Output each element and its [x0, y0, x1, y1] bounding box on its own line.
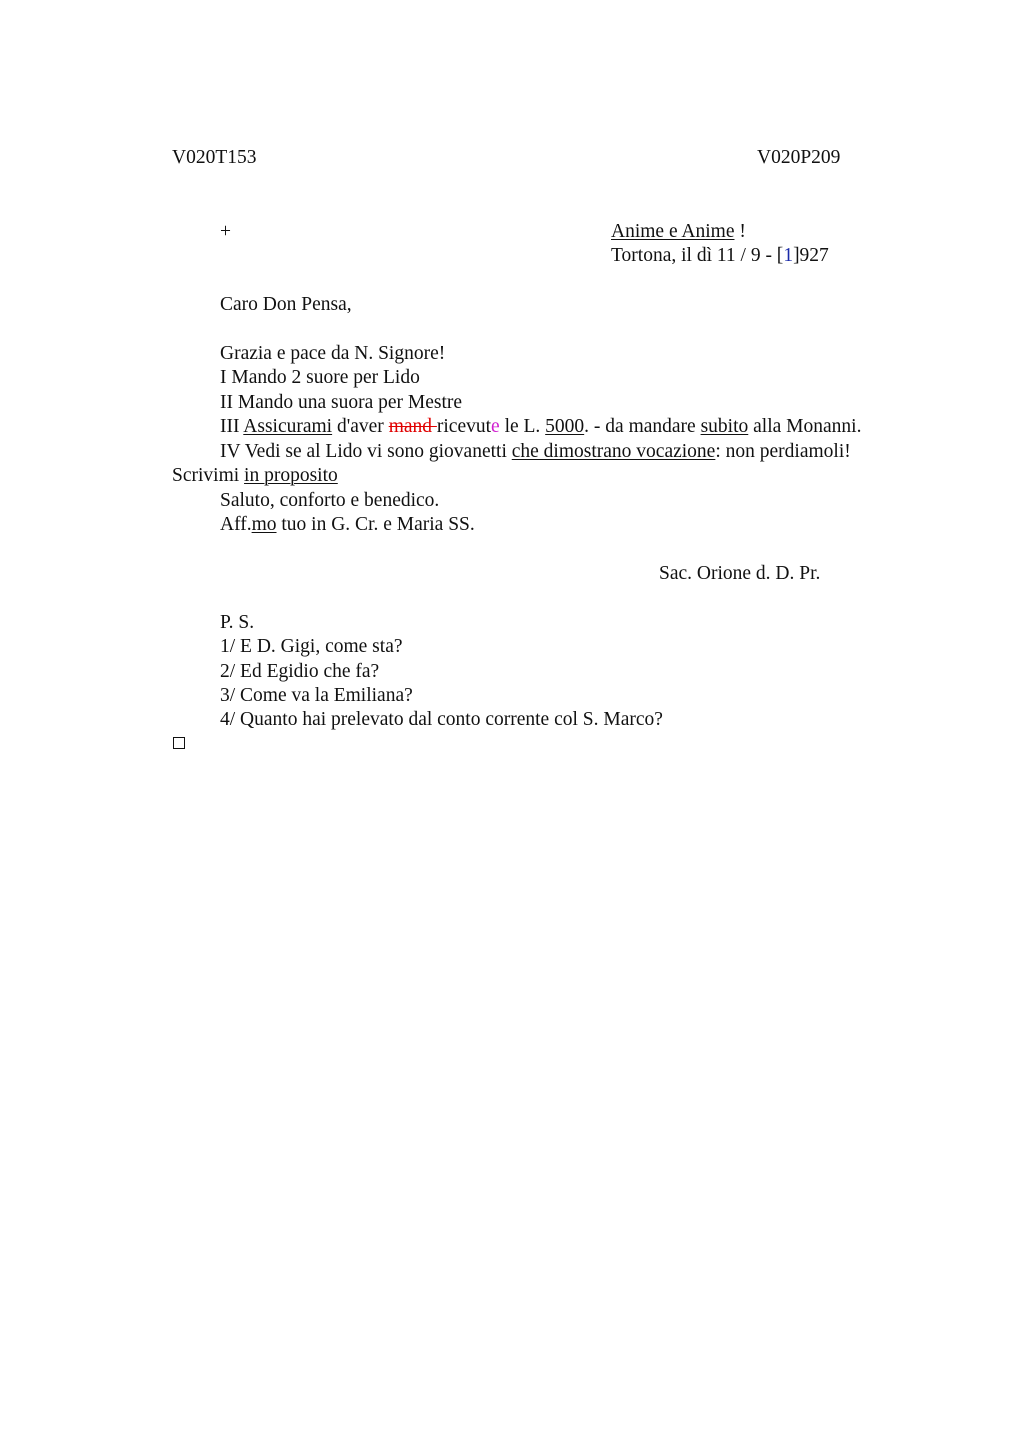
postscript-label: P. S. — [220, 612, 255, 633]
postscript-item: 2/ Ed Egidio che fa? — [220, 661, 380, 682]
postscript-item: 1/ E D. Gigi, come sta? — [220, 636, 403, 657]
salutation: Caro Don Pensa, — [220, 294, 352, 315]
item-3-text-5: alla Monanni. — [748, 416, 862, 437]
item-3 — [220, 415, 861, 439]
item-4-text-1: IV Vedi se al Lido vi sono giovanetti — [220, 441, 512, 462]
dateline-suffix: ]927 — [793, 245, 829, 266]
motto — [611, 220, 746, 244]
closing-affectionate — [220, 513, 475, 537]
dateline — [611, 244, 829, 268]
item-4-cont-underlined: in proposito — [244, 465, 338, 486]
motto-exclamation: ! — [734, 221, 746, 242]
postscript-item: 4/ Quanto hai prelevato dal conto corrente col S. Marco? — [220, 709, 663, 730]
item-3-deleted-text: mand — [388, 416, 437, 437]
item-3-subito: subito — [700, 416, 749, 437]
end-marker-square-icon — [173, 737, 185, 749]
page-code-right: V020P209 — [757, 147, 841, 168]
closing-aff: Aff. — [220, 514, 252, 535]
postscript-item: 3/ Come va la Emiliana? — [220, 685, 413, 706]
closing-blessing: Saluto, conforto e benedico. — [220, 490, 440, 511]
item-3-number: III — [220, 416, 244, 437]
item-3-amount: 5000 — [545, 416, 585, 437]
item-4-continuation — [172, 464, 338, 488]
closing-mo: mo — [251, 514, 277, 535]
item-3-text-1: d'aver — [332, 416, 389, 437]
item-2: II Mando una suora per Mestre — [220, 392, 463, 413]
motto-text: Anime e Anime — [611, 221, 735, 242]
dateline-bracket-digit: 1 — [783, 245, 794, 266]
item-3-inserted-letter: e — [491, 416, 500, 437]
item-4-underlined: che dimostrano vocazione — [511, 441, 716, 462]
document-code-left: V020T153 — [172, 147, 257, 168]
signature: Sac. Orione d. D. Pr. — [659, 563, 821, 584]
cross-mark: + — [220, 221, 231, 242]
item-4 — [220, 440, 851, 464]
closing-rest: tuo in G. Cr. e Maria SS. — [276, 514, 475, 535]
item-4-cont-text: Scrivimi — [172, 465, 245, 486]
item-3-text-2: ricevut — [436, 416, 492, 437]
item-3-assicurami: Assicurami — [243, 416, 333, 437]
item-3-text-3: le L. — [499, 416, 546, 437]
dateline-prefix: Tortona, il dì 11 / 9 - [ — [611, 245, 784, 266]
greeting: Grazia e pace da N. Signore! — [220, 343, 446, 364]
item-4-text-2: : non perdiamoli! — [715, 441, 851, 462]
item-1: I Mando 2 suore per Lido — [220, 367, 420, 388]
item-3-text-4: . - da mandare — [584, 416, 701, 437]
